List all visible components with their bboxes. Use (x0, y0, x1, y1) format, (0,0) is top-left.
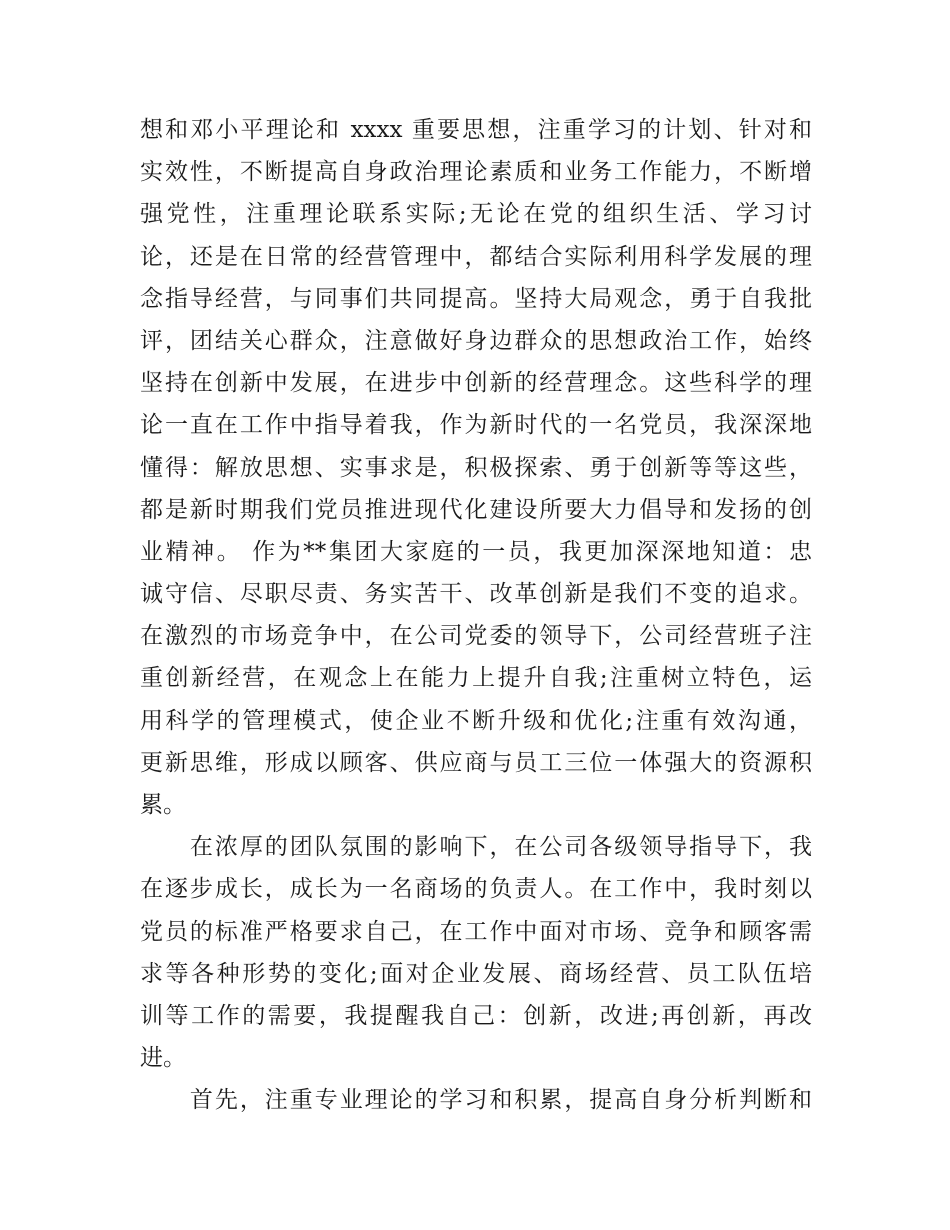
text-line: 累。 (140, 792, 186, 818)
text-line: 用科学的管理模式，使企业不断升级和优化;注重有效沟通， (140, 707, 812, 734)
text-line: 在激烈的市场竞争中，在公司党委的领导下，公司经营班子注 (140, 623, 812, 650)
text-line: 在逐步成长，成长为一名商场的负责人。在工作中，我时刻以 (140, 876, 812, 903)
text-line: 坚持在创新中发展，在进步中创新的经营理念。这些科学的理 (140, 370, 812, 397)
text-line: 党员的标准严格要求自己，在工作中面对市场、竞争和顾客需 (140, 918, 812, 945)
text-line: 强党性，注重理论联系实际;无论在党的组织生活、学习讨 (140, 201, 812, 228)
text-line: 在浓厚的团队氛围的影响下，在公司各级领导指导下，我 (140, 834, 812, 861)
text-line: 念指导经营，与同事们共同提高。坚持大局观念，勇于自我批 (140, 285, 812, 312)
text-line: 懂得：解放思想、实事求是，积极探索、勇于创新等等这些， (140, 454, 812, 481)
text-line: 训等工作的需要，我提醒我自己：创新，改进;再创新，再改 (140, 1002, 812, 1029)
text-line: 都是新时期我们党员推进现代化建设所要大力倡导和发扬的创 (140, 496, 812, 523)
text-line: 求等各种形势的变化;面对企业发展、商场经营、员工队伍培 (140, 960, 812, 987)
text-line: 更新思维，形成以顾客、供应商与员工三位一体强大的资源积 (140, 749, 812, 776)
document-body (140, 109, 812, 1122)
text-line: 想和邓小平理论和 xxxx 重要思想，注重学习的计划、针对和 (140, 117, 812, 143)
text-line: 首先，注重专业理论的学习和积累，提高自身分析判断和 (140, 1087, 812, 1114)
text-line: 论一直在工作中指导着我，作为新时代的一名党员，我深深地 (140, 412, 812, 439)
text-line: 诚守信、尽职尽责、务实苦干、改革创新是我们不变的追求。 (140, 581, 812, 608)
text-line: 实效性，不断提高自身政治理论素质和业务工作能力，不断增 (140, 159, 812, 186)
text-line: 进。 (140, 1045, 186, 1072)
text-line: 业精神。 作为**集团大家庭的一员，我更加深深地知道：忠 (140, 538, 812, 565)
text-line: 重创新经营，在观念上在能力上提升自我;注重树立特色，运 (140, 665, 812, 692)
text-line: 论，还是在日常的经营管理中，都结合实际利用科学发展的理 (140, 243, 812, 270)
text-line: 评，团结关心群众，注意做好身边群众的思想政治工作，始终 (140, 327, 812, 354)
